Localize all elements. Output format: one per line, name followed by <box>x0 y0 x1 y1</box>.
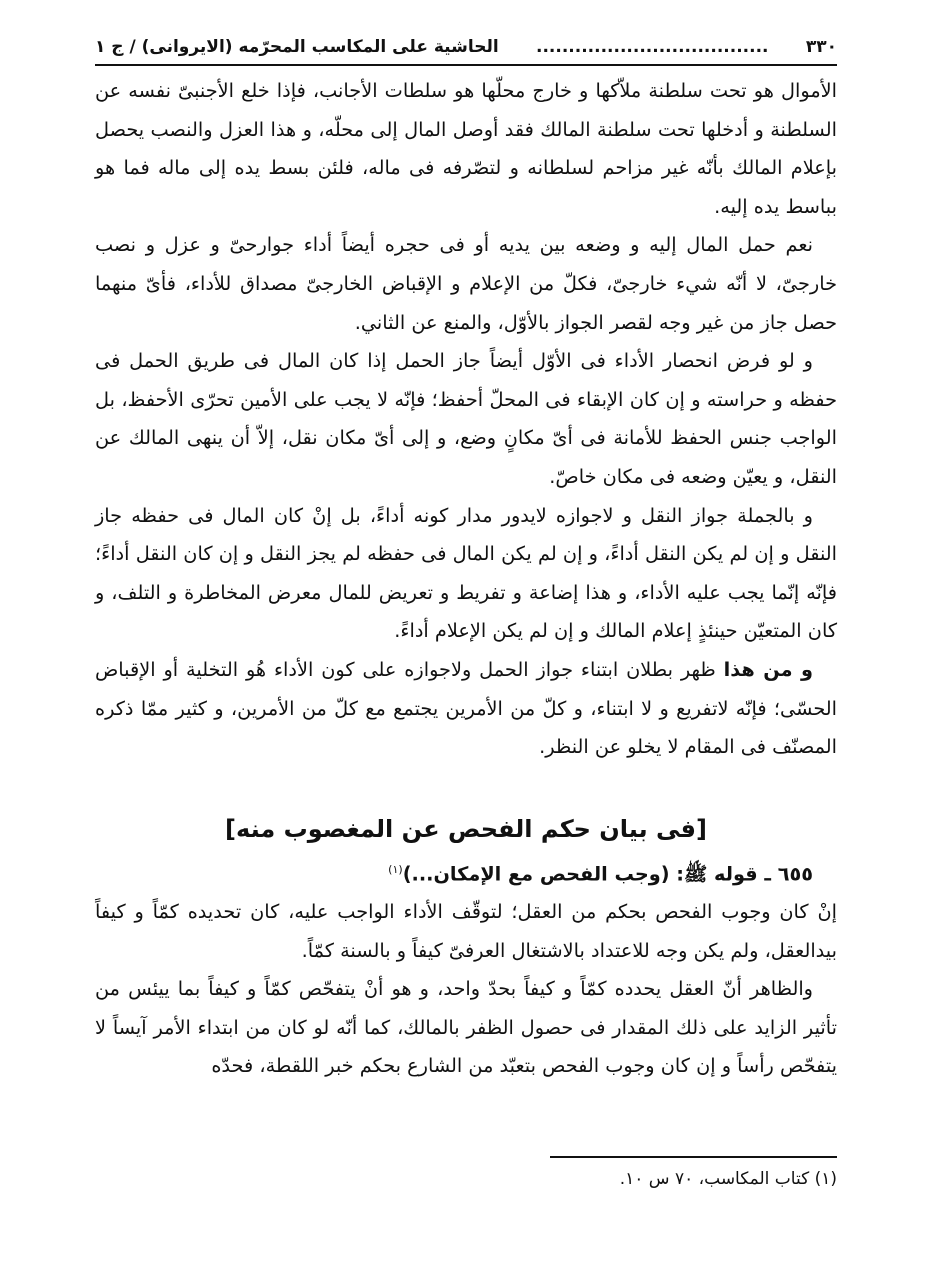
item-quote: (وجب الفحص مع الإمكان...) <box>402 862 670 886</box>
paragraph-3: و لو فرض انحصار الأداء فى الأوّل أيضاً جاز الحمل إذا كان المال فى طريق الحمل فى حفظه و حراسته و إن كان الإبقاء فى المحلّ أحفظ؛ فإنّه لا يجب على الأمين تحرّى الأحفظ، بل الواجب جنس الحفظ للأمانة فى أىّ مكانٍ وضع، و إلى أىّ مكان نقل، إلاّ أن ينهى المالك عن النقل، و يعيّن وضعه فى مكان خاصّ. <box>95 349 837 488</box>
footnote: (١) كتاب المكاسب، ٧٠ س ١٠. <box>619 1169 837 1189</box>
paragraph-5-text: ظهر بطلان ابتناء جواز الحمل ولاجوازه على كون الأداء هُو التخلية أو الإقباض الحسّى؛ فإنّه لاتفريع و لا ابتناء، و كلّ من الأمرين يجتمع مع كلّ من الأمرين، و كثير ممّا ذكره المصنّف فى المقام لا يخلو عن النظر. <box>95 657 837 759</box>
paragraph-1: الأموال هو تحت سلطنة ملاّكها و خارج محلّها هو سلطات الأجانب، فإذا خلع الأجنبىّ نفسه عن السلطنة و أدخلها تحت سلطنة المالك فقد أوصل المال إلى محلّه، و هذا العزل والنصب يحصل بإعلام المالك بأنّه غير مزاحم لسلطانه و لتصّرفه فى ماله، فلئن بسط يده إلى ماله فما هو بباسط يده إليه. <box>95 79 837 218</box>
section-title: [فى بيان حكم الفحص عن المغصوب منه] <box>225 814 707 843</box>
item-number-label: ٦٥٥ ـ قوله ﷺ: <box>676 862 813 886</box>
paragraph-7: والظاهر أنّ العقل يحدده كمّاً و كيفاً بحدّ واحد، و هو أنْ يتفحّص كمّاً و كيفاً بما ييئس من تأثير الزايد على ذلك المقدار فى حصول الظفر بالمالك، كما أنّه لو كان من ابتداء الأمر آيساً لا يتفحّص رأساً و إن كان وجوب الفحص بتعبّد من الشارع بحكم خبر اللقطة، فحدّه <box>95 977 837 1078</box>
paragraph-6: إنْ كان وجوب الفحص بحكم من العقل؛ لتوقّف الأداء الواجب عليه، كان تحديده كمّاً و كيفاً بيدالعقل، ولم يكن وجه للاعتداد بالاشتغال العرفىّ كيفاً و بالسنة كمّاً. <box>95 900 837 962</box>
body-text <box>95 72 837 1086</box>
running-header <box>95 30 837 64</box>
footnote-reference[interactable]: (١) <box>388 862 403 876</box>
header-rule <box>95 64 837 66</box>
paragraph-2: نعم حمل المال إليه و وضعه بين يديه أو فى حجره أيضاً أداء جوارحىّ و عزل و نصب خارجىّ، لا أنّه شيء خارجىّ، فكلّ من الإعلام و الإقباض الخارجىّ مصداق للأداء، فأىّ منهما حصل جاز من غير وجه لقصر الجواز بالأوّل، والمنع عن الثاني. <box>95 233 837 334</box>
running-title: الحاشية على المكاسب المحرّمه (الايروانى) / ج ١ <box>95 37 499 57</box>
paragraph-5-lead: و من هذا <box>723 657 813 681</box>
header-dot-leader: .................................... <box>536 37 769 57</box>
paragraph-4: و بالجملة جواز النقل و لاجوازه لايدور مدار كونه أداءً، بل إنْ كان المال فى حفظه جاز النقل و إن لم يكن النقل أداءً، و إن لم يكن المال فى حفظه لم يجز النقل و إن كان النقل أداءً؛ فإنّه إنّما يجب عليه الأداء، و هذا إضاعة و تفريط و تعريض للمال معرض المخاطرة و التلف، و كان المتعيّن حينئذٍ إعلام المالك و إن لم يكن الإعلام أداءً. <box>95 503 837 643</box>
footnote-rule <box>550 1156 837 1158</box>
paragraph-5 <box>95 651 837 767</box>
page-number: ٣٣٠ <box>805 37 837 57</box>
item-heading <box>95 851 837 893</box>
